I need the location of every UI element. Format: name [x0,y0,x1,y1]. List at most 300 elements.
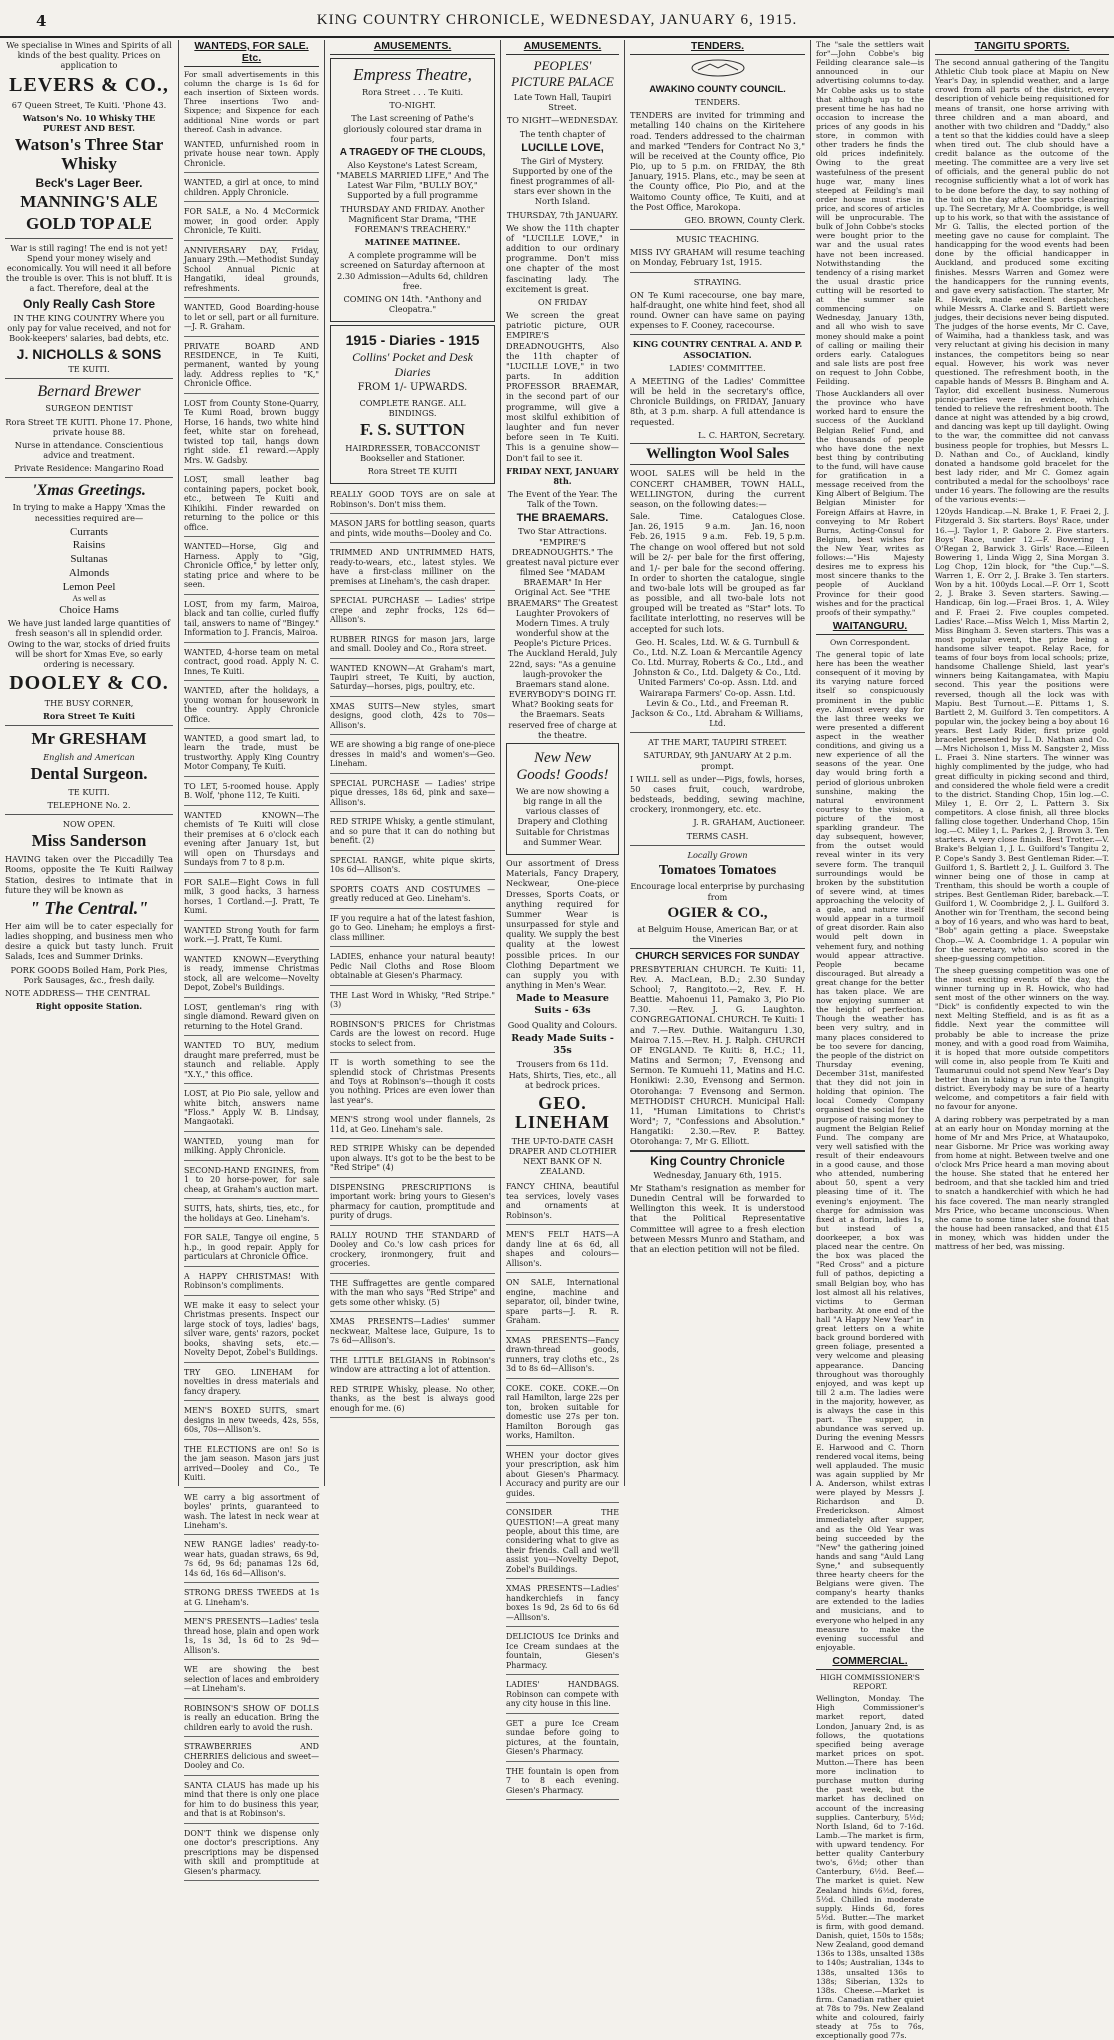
belgian-relief-text: Those Aucklanders all over the province who have worked hard to ensure the success of the Auckland Belgian Relief Fund, and the thousands of people who have done the next best thing by contributing to the fund, will have cause for gratification in a message received from the King Albert of Belgium. The Belgian Minister for Foreign Affairs at Havre, in conveying to Mr Robert Burns, Acting-Consul for Belgium, best wishes for the New Year, writes as follows:—"His Majesty desires me to express his most sincere thanks to the people of Auckland Province for their good wishes and for the practical proofs of their sympathy." [816,389,924,617]
classified-ad [184,1365,319,1401]
classified-ad [184,1490,319,1536]
dental-surgeon: Dental Surgeon. [30,764,148,784]
wanteds-list [184,137,319,1881]
own-correspondent: Own Correspondent. [829,637,911,647]
gresham-town: TE KUITI. [68,786,110,797]
mart-text: I WILL sell as under—Pigs, fowls, horses, 50 cases fruit, couch, wardrobe, bedsteads, bedding, sewing machine, crockery, ironmongery, etc. etc. [630,773,805,815]
classified-ad [184,1086,319,1132]
sutton-name: F. S. SUTTON [360,420,465,439]
lineham-name: GEO. LINEHAM [514,1092,610,1132]
central-text: Her aim will be to cater especially for ladies shopping, and business men who desire a quick but tasty lunch. Fruit Salads, Ices and Summer Drinks. [5,920,173,962]
classified-ad [330,988,495,1015]
sports-text-2: The sheep guessing competition was one of the most exciting events of the day, the winner turning up in R. Howick, who had sent most of the other winners on the way. "Dick" is confidently expected to win the next Melting Steffield, and is as fit as a fiddle. Next year the committee will probably be able to increase the prize money, and with a good road from Waimiha, it is hoped that more outside competitors will come in, also people from Te Kuiti and Taumarunui could not spend New Year's Day better than in taking a run into the Tangitu district. Everybody may be sure of a hearty welcome, and competitors a fair field with no favour for anyone. [935,965,1109,1112]
classified-ad [184,204,319,240]
braemars-title: THE BRAEMARS. [516,512,609,525]
cash-store-title: Only Really Cash Store [22,296,156,311]
brewer-name: Bernard Brewer [37,383,141,401]
classified-ad-text: FOR SALE, a No. 4 McCormick mower, in good order. Apply Chronicle, Te Kuiti. [184,207,319,236]
classified-ad [330,737,495,773]
classified-ad [330,1382,495,1418]
classified-ad [330,1180,495,1226]
classified-ad-text: THE Last Word in Whisky, "Red Stripe." (3) [330,990,495,1010]
classified-ad [184,1778,319,1824]
sutton-subtitle: HAIRDRESSER, TOBACCONIST Bookseller and Stationer. [345,442,480,463]
classified-ad [184,539,319,594]
classified-ad [184,597,319,643]
classified-ad [506,1505,619,1579]
classified-ad [506,1227,619,1273]
divider [630,272,805,273]
classified-ad-text: WANTED Strong Youth for farm work.—J. Pratt, Te Kumi. [184,925,319,945]
ogier-name: OGIER & CO., [667,904,768,921]
kcc-text: Mr Statham's resignation as member for Dunedin Central will be forwarded to Wellington this week. It is understood that the Political Representative Committee will agree to a fresh election between Messrs Munro and Statham, and that an election petition will not be filed. [630,1182,805,1254]
new-goods-ad [506,743,619,855]
diaries-range: COMPLETE RANGE. ALL BINDINGS. [359,397,466,418]
classified-ad-text: WHEN your doctor gives your prescription, ask him about Giesen's Pharmacy. Accuracy and purity are our guides. [506,1450,619,1498]
dooley-address: Rora Street Te Kuiti [43,711,135,722]
palace-tonight: TO NIGHT—WEDNESDAY. [506,115,619,126]
classified-list [506,1179,619,1800]
new-goods-text: We are now showing a big range in all the various classes of Drapery and Clothing Suitable for Christmas and Summer Wear. [515,785,610,847]
classified-ad [330,911,495,947]
classified-ad-text: LADIES' HANDBAGS. Robinson can compete with any city house in this line. [506,1680,619,1709]
amusements-ads-list [330,487,495,1418]
tragedy-title: A TRAGEDY OF THE CLOUDS, [339,146,486,158]
classified-ad [330,1314,495,1350]
divider [5,725,173,726]
newspaper-title: KING COUNTRY CHRONICLE, WEDNESDAY, JANUARY 6, 1915. [316,12,798,28]
association-name: KING COUNTRY CENTRAL A. AND P. ASSOCIATION. [632,339,803,360]
classified-ad-text: STRAWBERRIES AND CHERRIES delicious and sweet—Dooley and Co. [184,1742,319,1771]
levers-address: 67 Queen Street, Te Kuiti. 'Phone 43. [11,99,167,110]
classified-ad-text: WANTED, young man for milking. Apply Chronicle. [184,1136,319,1156]
classified-ad-text: ROBINSON'S SHOW OF DOLLS is really an education. Bring the children early to avoid the rush. [184,1703,319,1732]
levers-intro: We specialise in Wines and Spirits of all kinds of the best quality. Prices on application to [6,40,172,71]
divider [630,334,805,335]
classified-ad-text: WE are showing a big range of one-piece dresses in maid's and women's—Geo. Lineham. [330,740,495,769]
divider [5,814,173,815]
classified-ad [184,1000,319,1036]
classified-ad [184,808,319,873]
music-text: MISS IVY GRAHAM will resume teaching on Monday, February 1st, 1915. [630,247,805,268]
wanteds-heading: WANTEDS, FOR SALE. Etc. [184,40,319,67]
gresham-phone: TELEPHONE No. 2. [47,800,131,811]
classified-ad-text: REALLY GOOD TOYS are on sale at Robinson's. Don't miss them. [330,490,495,509]
kcc-date: Wednesday, January 6th, 1915. [653,1169,782,1180]
classified-ad-text: NEW RANGE ladies' ready-to-wear hats, guadan straws, 6s 9d, 7s 6d, 9s 6d; panamas 12s 6d, 14s 6d, 16s 6d—Allison's. [184,1540,319,1578]
classified-ad [184,243,319,298]
made-to-measure: Made to Measure Suits - 63s [516,993,609,1016]
diaries-price: FROM 1/- UPWARDS. [357,382,468,394]
classified-ad [330,593,495,629]
classified-ad-text: DISPENSING PRESCRIPTIONS is important work: bring yours to Giesen's pharmacy for caution, promptitude and purity of drugs. [330,1182,495,1221]
divider [5,378,173,379]
classified-ad-text: WE make it easy to select your Christmas presents. Inspect our large stock of toys, ladies' bags, silver ware, gents' razors, pocket books, shaving sets, etc.—Novelty Depot, Zobel's Buildings. [184,1300,319,1358]
measure-subtitle: Good Quality and Colours. [507,1019,618,1030]
classified-ad [184,683,319,729]
friday-next: FRIDAY NEXT, JANUARY 8th. [506,465,619,486]
tenth-chapter: The tenth chapter of [519,128,606,139]
classified-ad-text: WANTED, unfurnished room in private house near town. Apply Chronicle. [184,139,319,168]
classified-ad-text: WANTED, a good smart lad, to learn the trade, must be trustworthy. Apply King Country Motor Company, Te Kuiti. [184,733,319,772]
lineham-subtitle: THE UP-TO-DATE CASH DRAPER AND CLOTHIER NEXT BANK OF N. ZEALAND. [508,1135,617,1177]
peoples-picture-palace: PEOPLES' PICTURE PALACE [511,58,614,89]
classified-ad-text: XMAS PRESENTS—Fancy drawn-thread goods, runners, tray cloths etc., 2s 3d to 8s 6d—Allison's. [506,1335,619,1374]
classified-ad-text: LOST, from my farm, Mairoa, black and tan collie, curled fluffy tail, answers to name of "Bingey." Information to J. Francis, Mairoa. [184,599,319,638]
xmas-item: Choice Hams [59,604,119,617]
classified-ad [330,699,495,735]
classified-ad-text: WANTED TO BUY, medium draught mare preferred, must be staunch and reliable. Apply "X.Y.," this office. [184,1041,319,1079]
classified-ad [330,776,495,812]
classified-ad [330,1017,495,1053]
ladies-text: A MEETING of the Ladies' Committee will be held in the secretary's office, Chronicle Buildings, on FRIDAY, January 8th, at 3 p.m. sharp. A full attendance is requested. [630,375,805,427]
becks-beer: Beck's Lager Beer. [35,176,143,191]
classified-ad-text: MEN'S PRESENTS—Ladies' tesla thread hose, plain and open work 1s, 1s 3d, 1s 6d to 2s 9d—Allison's. [184,1617,319,1655]
war-text: War is still raging! The end is not yet! Spend your money wisely and economically. You will need it all before the trouble is over. This is not bluff. It is a fact. Therefore, deal at the [5,242,173,294]
brewer-nurse: Nurse in attendance. Conscientious advice and treatment. [14,439,164,461]
classified-ad-text: RED STRIPE Whisky, please. No other, thanks, as the best is always good enough for me. (6) [330,1384,495,1413]
watsons-whisky: Watson's Three Star Whisky [14,135,164,173]
xmas-footer: We have just landed large quantities of fresh season's all in splendid order. Owing to the war, stocks of dried fruits will be short for Xmas Eve, so early ordering is necessary. [7,618,171,669]
wool-firms: Geo. H. Scales, Ltd. W. & G. Turnbull & Co., Ltd. N.Z. Loan & Mercantile Agency Co. Ltd. Murray, Roberts & Co., Ltd., and Johnston & Co., Ltd. Dalgety & Co., Ltd. United Farmers' Co-op. Assn. Ltd. and Wairarapa Farmers' Co-op. Assn. Ltd. Levin & Co., Ltd., and Freeman R. Jackson & Co., Ltd. Abraham & Williams, Ltd. [631,636,804,729]
column-amusements-peoples [501,40,625,1795]
classified-ad-text: STRONG DRESS TWEEDS at 1s at G. Lineham's. [184,1588,319,1607]
mart-signature: J. R. GRAHAM, Auctioneer. [693,817,805,828]
braemars-text: Two Star Attractions. "EMPIRE'S DREADNOUGHTS." The greatest naval picture ever filmed See "MADAM BRAEMAR" In Her Original Act. See "THE BRAEMARS" The Greatest Laughter Provokers of Modern Times. A truly wonderful show at the People's Picture Prices. The Auckland Herald, July 22nd, says: "As a genuine laugh-provoker the Braemars stand alone. EVERYBODY'S DOING IT. What? Booking seats for the Braemars. Seats reserved free of charge at the theatre. [506,526,619,740]
classified-ad-text: XMAS PRESENTS—Ladies' summer neckwear, Maltese lace, Guipure, 1s to 7s 6d—Allison's. [330,1317,495,1346]
classified-ad-text: WANTED, after the holidays, a young woman for housework in the country. Apply Chronicle Office. [184,686,319,724]
classified-ad [330,487,495,514]
nicholls-town: TE KUITI. [68,364,110,375]
tenders-heading: TENDERS. [630,40,805,55]
classified-ad-text: WE are showing the best selection of laces and embroidery—at Lineham's. [184,1665,319,1694]
amusements-heading: AMUSEMENTS. [506,40,619,55]
classified-ad-text: LOST from County Stone-Quarry, Te Kumi Road, brown buggy Horse, 16 hands, two white hind feet, white star on forehead, twisted top tail, hangs down right side. £1 reward.—Apply Mrs. W. Gadsby. [184,398,319,465]
wool-text-2: The change on wool offered but not sold will be 2/- per bale for the first offering, and 1/- per bale for the second offering. In order to shorten the catalogue, single and two-bale lots will be grouped as far as possible, and all two-bale lots not grouped will be treated as "Star" lots. To facilitate interlotting, no reserves will be accepted for such lots. [630,542,805,634]
lucille-text: The Girl of Mystery. Supported by one of the finest programmes of all-stars ever shown in the North Island. [510,155,615,207]
classified-ad [184,1739,319,1775]
xmas-items [5,526,173,619]
assortment-text: Our assortment of Dress Materials, Fancy Drapery, Neckwear, One-piece Dresses, Sports Coats, or anything required for Summer Wear is unsurpassed for style and quality. We supply the best quality at the lowest possible prices. In our Clothing Department we can supply you with anything in Men's Wear. [506,858,619,991]
classified-ad-text: GET a pure Ice Cream sundae before going to pictures, at the fountain, Giesen's Pharmacy. [506,1718,619,1757]
collins-diaries: Collins' Pocket and Desk Diaries [352,350,473,380]
ready-subtitle: Trousers from 6s 11d. Hats, Shirts, Ties, etc., all at bedrock prices. [508,1059,617,1090]
council-name: AWAKINO COUNTY COUNCIL. [649,84,786,95]
classified-ad-text: CONSIDER THE QUESTION!—A great many people, about this time, are considering what to give as their friends. Call and we'll assist you—Novelty Depot, Zobel's Buildings. [506,1508,619,1574]
classified-ad [506,1448,619,1503]
classified-ad-text: SPECIAL PURCHASE — Ladies' stripe crepe and zephr frocks, 12s 6d—Allison's. [330,596,495,625]
wanteds-rates: For small advertisements in this column the charge is 1s 6d for each insertion of Sixteen words. Three insertions Two and-Sixpence; and Sixpence for each additional Nine words or part thereof. Cash in advance. [184,70,319,134]
new-goods-title: New New Goods! Goods! [516,749,609,783]
wool-sales-title: Wellington Wool Sales [630,443,805,466]
matinee-text: A complete programme will be screened on Saturday afternoon at 2.30 Admission—Adults 6d, children free. [337,250,488,291]
sanderson-name: Miss Sanderson [31,831,147,851]
classified-ad [184,1038,319,1084]
classified-ad-text: SUITS, hats, shirts, ties, etc., for the holidays at Geo. Lineham's. [184,1204,319,1223]
empress-tonight: TO-NIGHT. [389,100,436,111]
sports-results: 120yds Handicap.—N. Brake 1, F. Fraei 2, J. Fitzgerald 3. Six starters. Boys' Race, under 16.—J. Taylor 1, P. Gabore 2. Five starters. Boys' Race, under 12.—F. Bowering 1, O'Regan 2, Barwick 3. Girls' Race.—Eileen Bowering 1, Linda Wigg 2, Sina Morgan 3. Log Chop, 12in block, for "the Cup."—S. Warren 1, E. Orr 2, J. Brake 3. Ten starters. Won by a hit. 100yds Local.—F. Orr 1, Scott 2, J. Brake 3. Seven starters. Sawing.—Handicap, 6in log.—Fraei Bros. 1, A. Wiley and F. Fraei 2. Five couples competed. Ladies' Race.—Miss Welch 1, Miss Martin 2, Miss Bingham 3. Seven starters. This was a most popular event, the prize being a handsome silver teapot. Relay Race, for teams of four boys from local schools; prize, handsome Challenge Shield, last year's winners being Kaitangamatea, with Mapiu second. This year the positions were reversed, though all the lock was with Mapiu. Best Turnout.—E. Pittams 1, S. Bartlett 2, M. Guilford 3. Ten competitors. A popular win, the jockey being a boy about 16 years. Best Lady Rider, first prize gold bracelet presented by L. D. Nathan and Co.—Mrs Nicholson 1, Miss M. Sangster 2, Miss L. Fraei 3. Nine starters. The winner was highly complimented by the judge, who had great difficulty in picking second and third, and considered the whole field were a credit to the district. Standing Chop, 15in log.—C. Miley 1, E. Orr 2, L. Pattern 3. Six competitors. A close finish, all three blocks falling close together. Underhand Chop, 15in log.—C. Miley 1, L. Parkes 2, J. Brown 3. Ten starters. A very close finish. Best Trotter.—V. Brake's Belgian 1, J. L. Guilford's Tangitu 2, P. Cope's Sandy 3. Best Gentleman Rider.—T. Guilford 1, S. Bartlett 2, J. L. Guilford 3. The winner being one of those in camp at Trentham, this should be worth a couple of stripes. Best Gentleman Rider, bareback.—T. Guilford 1, W. Coombridge 2, J. L. Guilford 3. Another win for Trentham, the second being a boy of 16 years, and who was hard to beat, "Bob" again getting a place. Sweepstake Chop.—W. A. Coombridge 1. A popular win for the secretary, who also scored in the sheep-guessing competition. [935,507,1109,963]
thursday-text: We show the 11th chapter of "LUCILLE LOVE," in addition to our ordinary programme. Don't miss one chapter of the most fascinating lady. The excitement is great. [506,222,619,294]
classified-ad [184,952,319,998]
sports-heading: TANGITU SPORTS. [935,40,1109,55]
classified-ad-text: TO LET, 5-roomed house. Apply B. Wolf, 'phone 112, Te Kuiti. [184,781,319,801]
classified-ad-text: THE ELECTIONS are on! So is the jam season. Mason jars just arrived—Dooley and Co., Te Kuiti. [184,1444,319,1483]
classified-ad-text: LOST, gentleman's ring with single diamond. Reward given on returning to the Hotel Grand. [184,1002,319,1031]
classified-ad [184,300,319,336]
classified-ad-text: SPECIAL PURCHASE — Ladies' stripe pique dresses, 18s 6d, pink and saxe—Allison's. [330,778,495,807]
column-tenders [625,40,811,1486]
classified-ad-text: WANTED, 4-horse team on metal contract, good road. Apply N. C. Innes, Te Kuiti. [184,647,319,676]
classified-ad [184,731,319,777]
xmas-greetings: 'Xmas Greetings. [32,482,146,500]
xmas-item: As well as [72,594,106,604]
divider [5,238,173,239]
ready-made: Ready Made Suits - 35s [511,1032,614,1056]
xmas-item: Almonds [68,566,110,579]
xmas-item: Raisins [72,539,106,552]
classified-ad-text: THE fountain is open from 7 to 8 each evening. Giesen's Pharmacy. [506,1766,619,1795]
tender-signature: GEO. BROWN, County Clerk. [684,214,805,225]
classified-ad-text: LOST, at Pio Pio sale, yellow and white bitch, answers name "Floss." Apply W. B. Lindsay, Mangaotaki. [184,1089,319,1127]
classified-ad [506,1381,619,1446]
classified-ad-text: TRIMMED AND UNTRIMMED HATS, ready-to-wears, etc., latest styles. We have a first-class milliner on the premises at Lineham's, the cash draper. [330,548,495,586]
kcc-title: King Country Chronicle [630,1150,805,1168]
table-row: Feb. 26, 1915 9 a.m. Feb. 19, 5 p.m. [630,532,805,542]
classified-ad [184,1230,319,1266]
classified-ad [506,1629,619,1675]
ladies-signature: L. C. HARTON, Secretary. [698,429,805,440]
classified-ad [184,1585,319,1612]
commercial-heading: COMMERCIAL. [816,1655,924,1670]
waitanguru-text: The general topic of late here has been the weather consequent of it moving by its varying nature forced itself so conspicuously prominent in the public eye. Almost every day for the last three weeks we were presented a different aspect in the weather conditions, and giving us a new experience of all the seasons of the year. One day would bring forth a period of glorious unbroken sunshine, making the natural environment courtesy to the vision, a picture of the most sparkling grandeur. The day subsequent, however, from the outset would reveal winter in its very severe form. The tranquil surroundings would be broken by the substitution of severe wind, at times approaching the velocity of a gale, and nature itself would appear in a turmoil of great disorder. Rain also would pelt down in vehement fury, and nothing would appear attractive. People became discouraged. But already a great change for the better has taken place. We are now enjoying summer at the height of perfection. Though the weather has been very sultry, and in many places considered to be too severe for dancing, the people of the district on Thursday evening, December 31st, manifested that they did not join in holding that opinion. The local Comedy Company organised the social for the purpose of raising money to augment the Belgian Relief Fund. The company are very well satisfied with the result of their endeavours in a good cause, and those who attended, numbering about 50, spent a very pleasing time of it. The evening's enjoyment. The charge for admission was fixed at a florin, ladies 1s, but instead of a doorkeeper, a box was placed near the centre. On the box was placed the "Red Cross" and a picture full of pathos, depicting a small Belgian boy, who has lost almost all his relatives, victims to German barbarity. At one end of the hall "A Happy New Year" in great letters on a white back ground bordered with green foliage, presented a very welcome and pleasing appearance. Dancing throughout was thoroughly enjoyed, and was kept up till 2 a.m. The ladies were in the majority, however, as is always the case in this part. The supper, in abundance was served up. During the evening Messrs E. Harwood and C. Thorn rendered vocal items, being well applauded. The music was again supplied by Mr A. Anderson, whilst extras were played by Messrs J. Richardson and D. Frederickson. Almost immediately after supper, and as the Old Year was being succeeded by the "New" the gathering joined hands and sang "Auld Lang Syne," and subsequently three hearty cheers for the Belgians were given. The company's hearty thanks are extended to the ladies and musicians, and to everyone who helped in any measure to make the evening successful and enjoyable. [816,650,924,1652]
robbery-text: A daring robbery was perpetrated by a man at an early hour on Monday morning at the home of Mr and Mrs Price, at Whataupoko, near Gisborne. Mr Price was working away from home at night. Between twelve and one o'clock Mrs Price heard a man moving about the house. She stated that he entered her bedroom, and that she tackled him and tried to snatch a handkerchief with which he had his face covered. The man nearly strangled Mrs Price, who became unconscious. When she came to some time later she found that the house had been ransacked, and that £15 in money, which was hidden under the mattress of her bed, was missing. [935,1114,1109,1252]
nicholls-name: J. NICHOLLS & SONS [16,346,162,363]
coming-soon: COMING ON 14th. "Anthony and Cleopatra." [343,293,482,315]
classified-ad [184,1826,319,1881]
tenders-subtitle: TENDERS. [694,97,741,107]
column-news [811,40,930,2040]
divider [630,845,805,846]
classified-ad-text: SPORTS COATS AND COSTUMES —greatly reduced at Geo. Lineham's. [330,884,495,904]
classified-ad [330,661,495,697]
matinee-title: MATINEE MATINEE. [364,237,461,248]
classified-ad [184,1163,319,1199]
classified-ad-text: SANTA CLAUS has made up his mind that there is only one place for him to do business this year, and that is at Robinson's. [184,1780,319,1819]
empress-thursday: THURSDAY AND FRIDAY. Another Magnificent Star Drama, "THE FOREMAN'S TREACHERY." [340,203,485,234]
mannings-ale: MANNING'S ALE [20,192,158,212]
divider [630,732,805,733]
sports-text: The second annual gathering of the Tangitu Athletic Club took place at Mapiu on New Year's Day, in splendid weather, and a large crowd from all parts of the district, every description of vehicle being requisitioned for means of transit, one horse arriving with three children and a man aboard, and another with two children and "Daddy," also a tent so that the kiddies could have a sleep when tired out. The club should have a credit balance as the outcome of the meeting. The committee are a very live set of officials, and the general public do not recognise sufficiently what a lot of work has to be done before the day, to say nothing of the toil on the day after the sports clearing up. The Secretary, Mr A. Coombridge, is well up to his work, so that with the assistance of Mr G. Tallis, the elected portion of the meeting gave no cause for complaint. The handicapping for the wood events had been done by the official handicapper in Auckland, and produced some exciting finishes. Messrs Warren and Gomez were the handicappers for the running events, and gave every satisfaction. The starter, Mr R. Howick, made excellent despatches; while Messrs A. Clarke and S. Bartlett were judges, their decisions never being disputed. The judges of the horse events, Mr C. Cave, of Waimiha, had a thankless task, and was very reluctant at giving his decision in many instances, the competitors being so near equal. However, his work was never questioned. The refreshment booth, in the capable hands of Messrs B. Bingham and A. Taylor, did excellent business. Numerous picnic-parties were in evidence, which tended to relieve the refreshment booth. The dance at night was attended by a big crowd, and dancing was kept up till daylight. Owing to the war, the committee did not canvass business people for trophies, but Messrs L. D. Nathan and Co., of Auckland, kindly donated a handsome gold bracelet for the best lady rider, and Mr C. Gomez again contributed a medal for the schoolboys' race under 16 years. The following are the results of the various events:— [935,58,1109,505]
pork-goods: PORK GOODS Boiled Ham, Pork Pies, Pork Sausages, &c., fresh daily. [10,964,168,985]
classified-ad [506,1333,619,1379]
waitanguru-heading: WAITANGURU. [816,620,924,635]
divider [630,229,805,230]
sanderson-text: HAVING taken over the Piccadilly Tea Rooms, opposite the Te Kuiti Railway Station, desires to intimate that in future they will be known as [5,854,173,895]
classified-ad [506,1764,619,1800]
classified-ad [330,1228,495,1274]
classified-ad [184,1298,319,1363]
thursday-date: THURSDAY, 7th JANUARY. [506,209,619,220]
classified-ad [184,1701,319,1737]
classified-ad-text: TRY GEO. LINEHAM for novelties in dress materials and fancy drapery. [184,1367,319,1396]
classified-ad [330,545,495,591]
the-central: " The Central." [29,897,149,918]
ladies-committee: LADIES' COMMITTEE. [669,362,766,373]
classified-ad-text: MASON JARS for bottling season, quarts and pints, wide mouths—Dooley and Co. [330,519,495,538]
straying-heading: STRAYING. [693,276,742,287]
friday-text: We screen the great patriotic picture, OUR EMPIRE'S DREADNOUGHTS, Also the 11th chapter of "LUCILLE LOVE," in two parts. In addition PROFESSOR BRAEMAR, in the second part of our programme, will give a most skilful exhibition of laughter and fun never before seen in Te Kuiti. This is a genuine show—Don't fail to see it. [506,310,619,463]
column-advertisements [0,40,179,1486]
classified-ad-text: LOST, small leather bag containing papers, pocket book, etc., between Te Kuiti and Kihikihi. Finder rewarded on returning to the police or this office. [184,475,319,532]
tender-text: TENDERS are invited for trimming and metalling 140 chains on the Kiritehere road. Tenders addressed to the chairman and marked "Tenders for Contract No 3," will be received at the County office, Pio Pio, up to 5 p.m. on FRIDAY, the 8th January, 1915. Plans, etc., may be seen at the County office, Pio Pio, and at the Waitomo County office, Te Kuiti, and at the Post Office, Marokopa. [630,110,805,212]
classified-ad-text: A HAPPY CHRISTMAS! With Robinson's compliments. [184,1271,319,1291]
classified-ad-text: RED STRIPE Whisky, a gentle stimulant, and so pure that it can do nothing but benefit. (2) [330,817,495,846]
xmas-item: Currants [70,525,108,538]
classified-ad [330,1141,495,1177]
classified-ad [184,1537,319,1583]
classified-ad [184,137,319,173]
empress-title: Empress Theatre, [353,65,472,84]
classified-ad [184,472,319,537]
classified-ad [184,1269,319,1296]
classified-ad [184,1403,319,1439]
lucille-love: LUCILLE LOVE, [521,141,604,154]
classified-ad-text: LADIES, enhance your natural beauty! Pedic Nail Cloths and Rose Bloom obtainable at Giesen's Pharmacy. [330,952,495,981]
music-heading: MUSIC TEACHING. [676,234,759,245]
classified-ad [184,396,319,470]
straying-text: ON Te Kumi racecourse, one bay mare, half-draught, one white hind feet, shod all round. Owner can have same on paying expenses to F. Cooney, racecourse. [630,289,805,331]
empress-address: Rora Street . . . Te Kuiti. [361,87,464,97]
classified-ad-text: MEN'S FELT HATS—A dandy line at 6s 6d, all shapes and colours—Allison's. [506,1230,619,1268]
classified-ad-text: WANTED, Good Boarding-house to let or sell, part or all furniture.—J. R. Graham. [184,303,319,332]
classified-ad-text: RALLY ROUND THE STANDARD of Dooley and Co.'s low cash prices for crockery, ironmongery, fruit and groceries. [330,1230,495,1269]
classified-ad [184,1442,319,1488]
classified-ad-text: SPECIAL RANGE, white pique skirts, 10s 6d—Allison's. [330,855,495,875]
sutton-address: Rora Street TE KUITI [367,466,458,477]
palace-address: Late Town Hall, Taupiri Street. [513,92,612,113]
classified-ad [506,1275,619,1330]
locally-grown: Locally Grown [687,849,748,860]
dooley-name: DOOLEY & CO. [9,672,169,695]
classified-ad-text: DELICIOUS Ice Drinks and Ice Cream sundaes at the fountain, Giesen's Pharmacy. [506,1632,619,1670]
column-amusements-empress [325,40,501,1486]
classified-ad-text: IF you require a hat of the latest fashion, go to Geo. Lineham; he employs a first-class milliner. [330,913,495,942]
classified-ad-text: XMAS PRESENTS—Ladies' handkerchiefs in fancy boxes 1s 9d, 2s 6d to 6s 6d—Allison's. [506,1584,619,1622]
classified-ad-text: ON SALE, International engine, machine and separator, oil, binder twine, spare parts—J. R. R. Graham. [506,1278,619,1326]
classified-ad [330,632,495,659]
brewer-address: Rora Street TE KUITI. Phone 17. Phone, private house 88. [5,416,173,437]
empress-text: The Last screening of Pathe's gloriously coloured star drama in four parts, [343,113,482,144]
classified-ad-text: FOR SALE—Eight Cows in full milk, 3 good hacks, 3 harness horses, 1 Cortland.—J. Pratt, Te Kumi. [184,877,319,916]
classified-ad [184,923,319,950]
table-row: Sale. Time. Catalogues Close. [630,512,805,522]
classified-ad [330,1112,495,1139]
classified-ad [330,882,495,909]
wool-text: WOOL SALES will be held in the CONCERT CHAMBER, TOWN HALL, WELLINGTON, during the current season, on the following dates:— [630,468,805,509]
classified-ad-text: SECOND-HAND ENGINES, from 1 to 20 horse-power, for sale cheap, at Graham's auction mart. [184,1165,319,1194]
classified-ad-text: THE LITTLE BELGIANS in Robinson's window are attracting a lot of attention. [330,1355,495,1375]
masthead [0,0,1114,38]
classified-ad [184,779,319,806]
now-open: NOW OPEN. [62,819,116,830]
classified-ad-text: IT is worth something to see the splendid stock of Christmas Presents and Toys at Robinson's—though it costs you nothing. Prices are even lower than last year's. [330,1058,495,1105]
diaries-title: 1915 - Diaries - 1915 [345,332,480,349]
brewer-residence: Private Residence: Mangarino Road [14,463,164,474]
amusements-heading: AMUSEMENTS. [330,40,495,55]
note-station: Right opposite Station. [35,1001,143,1012]
xmas-text: In trying to make a Happy 'Xmas the necessities required are— [12,502,166,523]
classified-ad-text: RED STRIPE Whisky can be depended upon always. It's got to be the best to be "Red Stripe" (4) [330,1144,495,1173]
classified-ad-text: DON'T think we dispense only one doctor's prescriptions. Any prescriptions may be dispensed with skill and promptitude at Giesen's pharmacy. [184,1828,319,1876]
brewer-title: SURGEON DENTIST [45,403,133,414]
empress-also: Also Keystone's Latest Scream, "MABELS MARRIED LIFE," And The Latest War Film, "BULLY BOY," Supported by a full programme [336,159,489,201]
classified-ad [330,949,495,985]
classified-ad-text: WE carry a big assortment of boyles' prints, guaranteed to wash. The latest in neck wear at Lineham's. [184,1492,319,1530]
classified-ad [330,516,495,543]
classified-ad [506,1677,619,1713]
cobbe-sale-text: The "sale the settlers wait for"—John Cobbe's big Feilding clearance sale—is announced in our advertising columns to-day. Mr Cobbe asks us to state that although up to the present time he has had no occasion to increase the prices of any goods in his store, in common with other traders he finds the old prices indefinitely. Owing to the great wastefulness of the present huge war, many lines steeped at Feilding's mail order house must rise in price, and scores of articles will be unprocurable. The bulk of John Cobbe's stocks were bought prior to the war and the usual rates have not been increased. Notwithstanding the tendency of a rising market the usual drastic price cutting will be resorted to at the summer sale commencing on Wednesday, January 13th, and all who wish to save money should make a point of calling or mailing their orders early. Catalogues and sale lists are post free on request to John Cobbe, Feilding. [816,40,924,387]
gresham-subtitle: English and American [43,752,135,763]
page-number: 4 [36,12,47,30]
classified-ad [330,1055,495,1110]
column-wanteds [179,40,325,1876]
classified-ad-text: THE Suffragettes are gentle compared with the man who says "Red Stripe" and gets some other whisky. (5) [330,1278,495,1307]
classified-ad [330,853,495,880]
wool-table [630,512,805,542]
note-address: NOTE ADDRESS— THE CENTRAL [5,987,150,998]
county-crest-icon [630,58,805,82]
tomatoes-title: Tomatoes Tomatoes [658,862,777,878]
encourage-text: Encourage local enterprise by purchasing from [630,881,805,902]
classified-ad [506,1716,619,1762]
dooley-subtitle: THE BUSY CORNER, [44,698,134,709]
xmas-item: Sultanas [70,553,108,566]
event-of-year: The Event of the Year. The Talk of the Town. [507,489,618,510]
high-commissioner-heading: HIGH COMMISSIONER'S REPORT. [819,1673,920,1692]
column-sports [930,40,1114,1486]
classified-ad-text: RUBBER RINGS for mason jars, large and small. Dooley and Co., Rora street. [330,634,495,654]
gresham-name: Mr GRESHAM [31,729,147,749]
levers-name: LEVERS & CO., [9,73,169,96]
classified-ad [184,1614,319,1660]
classified-ad [330,814,495,850]
classified-ad-text: MEN'S BOXED SUITS, smart designs in new tweeds, 42s, 55s, 60s, 70s—Allison's. [184,1406,319,1435]
diaries-ad [330,325,495,484]
market-report-text: Wellington, Monday. The High Commissioner's market report, dated London, January 2nd, is as follows, the quotations specified being average market prices on spot. Mutton.—There has been more inclination to purchase mutton during the past week, but the market has declined on account of the increasing supplies. Canterbury, 5½d; North Island, 6d to 7-16d. Lamb.—The market is firm, with upward tendency. For better quality Canterbury two's, 6½d; other than Canterbury, 6½d. Beef.—The market is quiet. New Zealand hinds 6½d, fores, 5½d. Chilled in moderate supply. Hinds 6d, fores 5½d. Butter.—The market is firm, with good demand. Danish, quiet, 150s to 158s; New Zealand, good demand 136s to 138s, unsalted 138s to 140s; Australian, 134s to 138s, unsalted 136s to 138s; Siberian, 132s to 138s. Cheese.—Market is firm. Canadian rather quiet at 78s to 79s. New Zealand white and coloured, fairly steady at 75s to 76s, exceptionally good 77s. [816,1694,924,2040]
classified-ad [184,339,319,394]
xmas-item: Lemon Peel [62,580,116,593]
classified-ad-text: WANTED KNOWN—The chemists of Te Kuiti will close their premises at 6 o'clock each evening after January 1st, but will open on Thursdays and Sundays from 7 to 8 p.m. [184,810,319,868]
ogier-address: at Belguim House, American Bar, or at the Vineries [637,924,798,945]
classified-ad-text: XMAS SUITS—New styles, smart designs, good cloth, 42s to 70s—Allison's. [330,701,495,730]
classified-ad-text: ANNIVERSARY DAY, Friday, January 29th.—Methodist Sunday School Annual Picnic at Hangatiki, ideal grounds, refreshments. [184,245,320,293]
classified-ad [184,175,319,202]
classified-ad-text: WANTED KNOWN—Everything is ready, immense Christmas stock, all are welcome—Novelty Depot, Zobel's Buildings. [184,954,319,993]
friday-title: ON FRIDAY [537,296,588,307]
classified-ad-text: COKE. COKE. COKE.—On rail Hamilton, large 22s per ton, broken suitable for domestic use 27s per ton. Hamilton Borough gas works, Hamilton. [506,1383,619,1441]
classified-ad-text: WANTED KNOWN—At Graham's mart, Taupiri street, Te Kuiti, by auction, Saturday—horses, pigs, poultry, etc. [330,663,495,692]
classified-ad-text: WANTED, a girl at once, to mind children. Apply Chronicle. [184,178,319,197]
classified-ad [506,1581,619,1627]
watsons-no10: Watson's No. 10 Whisky THE PUREST AND BEST. [22,112,156,133]
classified-ad [184,1134,319,1161]
church-services-heading: CHURCH SERVICES FOR SUNDAY [630,948,805,962]
classified-ad [184,1201,319,1228]
table-row: Jan. 26, 1915 9 a.m. Jan. 16, noon [630,522,805,532]
mart-heading: AT THE MART, TAUPIRI STREET. [647,737,788,748]
classified-ad [184,1662,319,1698]
classified-ad [506,1179,619,1225]
